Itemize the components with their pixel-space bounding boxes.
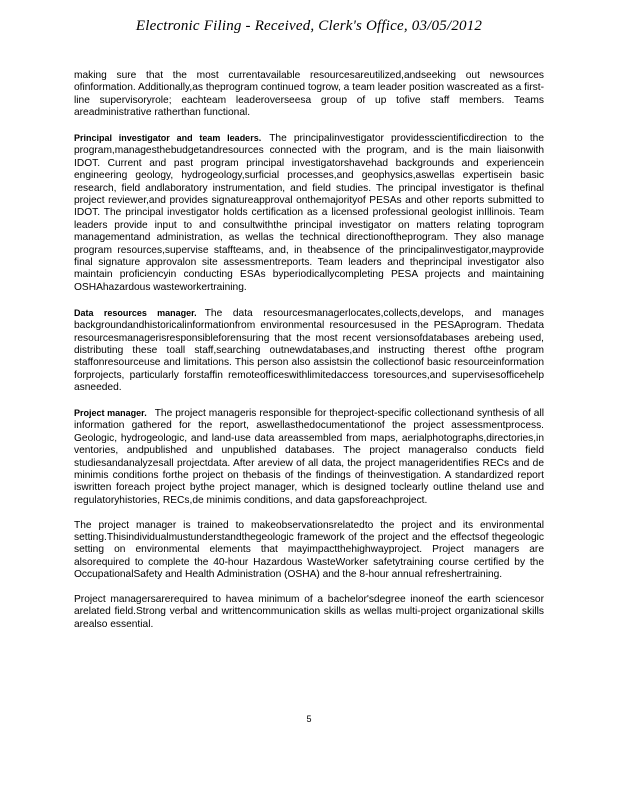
paragraph-principal-investigator: [74, 132, 544, 294]
document-body: [74, 70, 544, 644]
paragraph-text: The data resourcesmanagerlocates,collects,develops, and manages backgroundandhistoricalinformationfrom environmental resourcesused in the PESAprogram. Thedata resourcesmanagerisresponsibleforensuring that the most recent versionsofdatabases arebeing used, distributing these toall staff,searching outnewdatabases,and instructing therest ofthe program staffonresourceuse and limitations. This person also assistsin the collectionof basic resourceinformation forprojects, particularly forstaffin remoteofficeswithlimitedaccess toresources,and supervisesofficehelp asneeded.: [74, 307, 544, 394]
paragraph-data-resources-manager: [74, 307, 544, 395]
section-heading-principal-investigator: Principal investigator and team leaders.: [74, 133, 262, 144]
paragraph-text: The project manageris responsible for theproject-specific collectionand synthesis of all information gathered for the report, aswellasthedocumentationof the project assessmentprocess. Geologic, hydrogeologic, and land-use data areassembled from maps, aerialphotographs,directories,in ventories, andpublished and unpublished databases. The project manageralso conducts field studiesandanalyzesall projectdata. After areview of all data, the project manageridentifies RECs and de minimis conditions forthe project on thebasis of the findings of theinvestigation. A standardized report iswritten foreach project bythe project manager, which is designed toclearly outline theland use and regulatoryhistories, RECs,de minimis conditions, and data gapsforeachproject.: [74, 407, 544, 506]
paragraph-project-manager-training: [74, 520, 544, 582]
section-heading-project-manager: Project manager.: [74, 407, 147, 418]
paragraph-project-manager: [74, 407, 544, 507]
section-heading-data-resources-manager: Data resources manager.: [74, 307, 197, 318]
paragraph-text: The principalinvestigator providesscientificdirection to the program,managesthebudgetandresources connected with the program, and is the main liaisonwith IDOT. Current and past program principal investigatorshavehad backgrounds and experiencein engineering geology, hydrogeology,surficial processes,and geophysics,aswellas expertisein basic research, field andlaboratory instrumentation, and field studies. The principal investigator is thefinal project reviewer,and provides signatureapproval onthemajorityof PESAs and other reports submitted to IDOT. The principal investigator holds certification as a licensed professional geologist inIllinois. Team leaders provide input to and consultwiththe principal investigator on matters relating toprogram managementand administration, as wellas the technical directionoftheprogram. They also manage program resources,supervise staffteams, and, in theabsence of the principalinvestigator,mayprovide final signature approvalon site assessmentreports. Team leaders and theprincipal investigator also maintain proficiencyin conducting ESAs byperiodicallycompleting PESA projects and maintaining OSHAhazardous wasteworkertraining.: [74, 133, 544, 293]
paragraph-text: making sure that the most currentavailable resourcesareutilized,andseeking out newsources ofinformation. Additionally,as theprogram continued togrow, a team leader position wascreated as a first-line supervisoryrole; eachteam leaderoverseesa group of up tofive staff members. Teams areadministrative ratherthan functional.: [74, 70, 544, 119]
paragraph-intro: [74, 70, 544, 120]
paragraph-text: The project manager is trained to makeobservationsrelatedto the project and its environmental setting.Thisindividualmustunderstandthegeologic framework of the project and the effectsof thegeologic setting on environmental elements that mayimpactthehighwayproject. Project managers are alsorequired to complete the 40-hour Hazardous WasteWorker safetytraining course certified by the OccupationalSafety and Health Administration (OSHA) and the 8-hour annual refreshertraining.: [74, 519, 544, 581]
paragraph-text: Project managersarerequired to havea minimum of a bachelor'sdegree inoneof the earth sciencesor arelated field.Strong verbal and writtencommunication skills as wellas multi-project organizational skills arealso essential.: [74, 593, 544, 630]
page-number: 5: [306, 714, 312, 724]
filing-stamp-header: Electronic Filing - Received, Clerk's Office, 03/05/2012: [135, 18, 483, 34]
paragraph-project-manager-requirements: [74, 594, 544, 631]
